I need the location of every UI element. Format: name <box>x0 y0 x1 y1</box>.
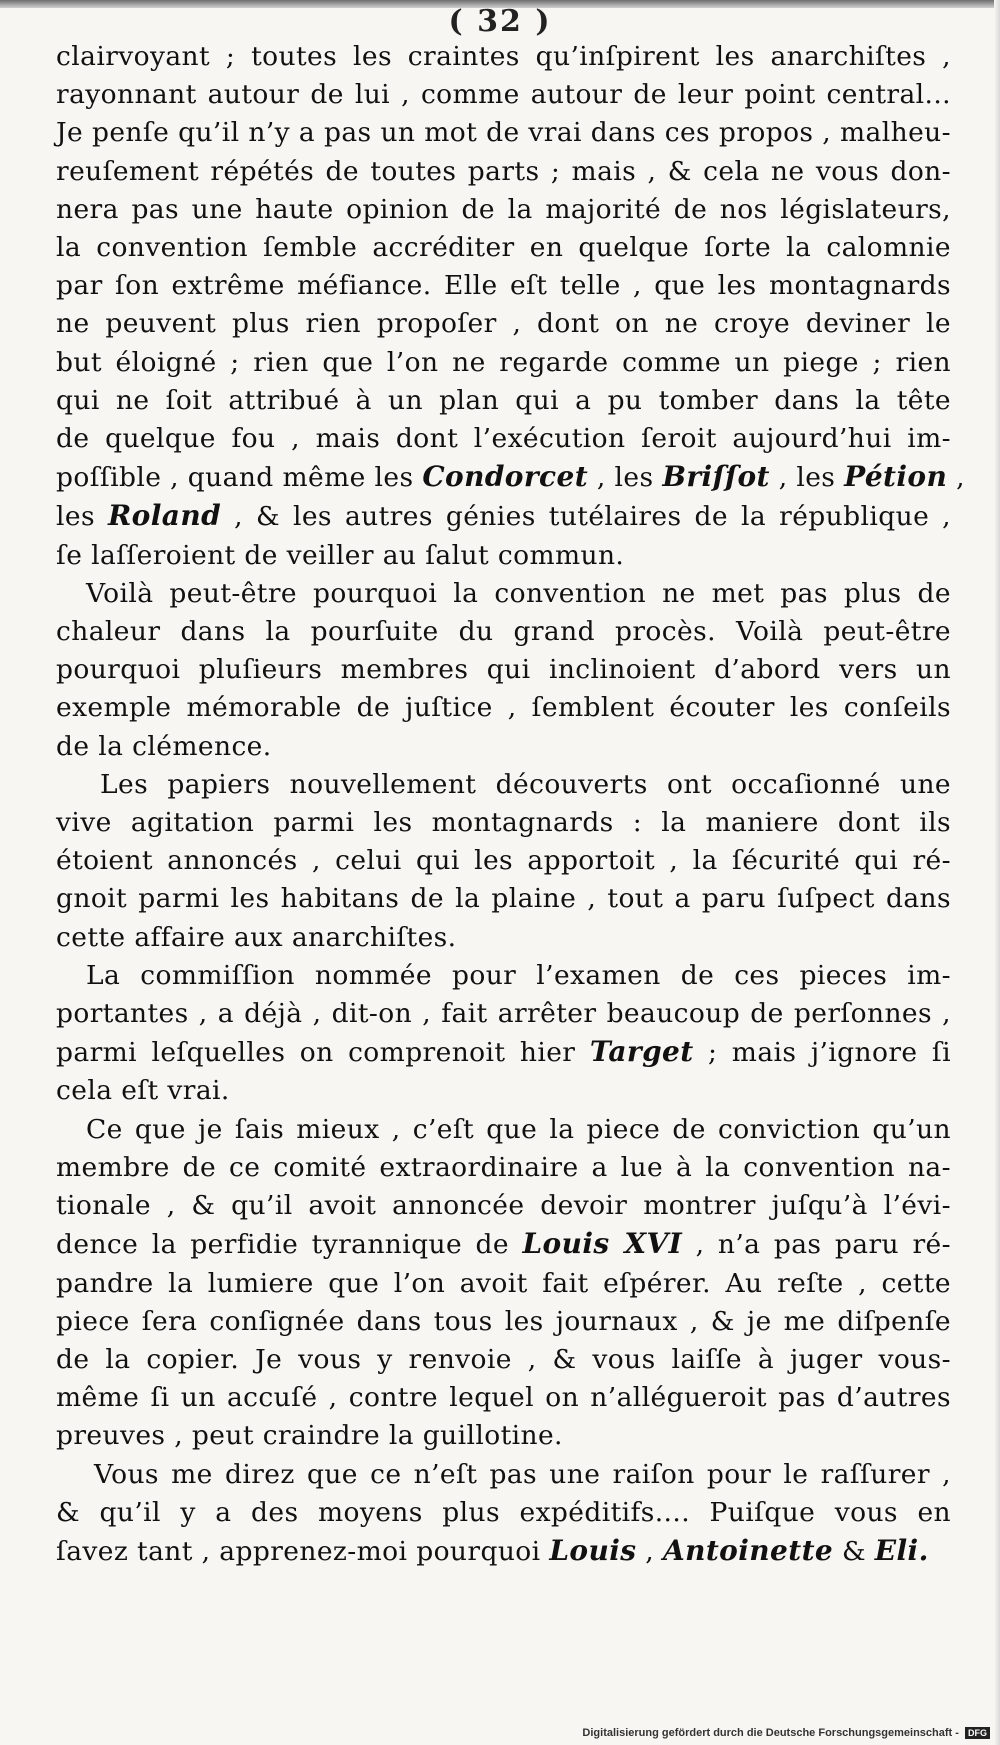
text-line: Voilà peut-être pourquoi la convention ne met pas plus de <box>86 577 951 609</box>
paragraph <box>56 957 951 1111</box>
paragraph <box>56 1456 951 1572</box>
paragraph <box>56 1111 951 1456</box>
text-line: membre de ce comité extraordinaire a lue à la convention na- <box>56 1151 951 1183</box>
digitization-credit <box>0 1727 990 1739</box>
text-line: étoient annoncés , celui qui les apportoit , la ſécurité qui ré- <box>56 845 951 877</box>
text-line: les Roland , & les autres génies tutélaires de la république , <box>56 499 952 533</box>
text-line: portantes , a déjà , dit-on , fait arrêter beaucoup de perſonnes , <box>56 998 951 1030</box>
text-line: vive agitation parmi les montagnards : la maniere dont ils <box>56 807 951 839</box>
text-line: poſſible , quand même les Condorcet , les Briſſot , les Pétion , <box>56 460 965 494</box>
digitization-credit-text: Digitalisierung gefördert durch die Deutsche Forschungsgemeinschaft - <box>582 1726 959 1739</box>
text-line: preuves , peut craindre la guillotine. <box>56 1420 563 1452</box>
italic-proper-name: Pétion <box>844 460 948 494</box>
text-line: dence la perfidie tyrannique de Louis XVI , n’a pas paru ré- <box>56 1227 951 1261</box>
text-line: ſe laſſeroient de veiller au ſalut commun. <box>56 539 625 571</box>
text-line: de la copier. Je vous y renvoie , & vous laiſſe à juger vous- <box>56 1343 951 1375</box>
text-line: Je penſe qu’il n’y a pas un mot de vrai dans ces propos , malheu- <box>56 117 951 149</box>
text-line: chaleur dans la pourſuite du grand procès. Voilà peut-être <box>56 616 951 648</box>
text-line: Les papiers nouvellement découverts ont occaſionné une <box>100 768 951 800</box>
text-line: exemple mémorable de juſtice , ſemblent écouter les conſeils <box>56 692 951 724</box>
paragraph <box>56 575 951 766</box>
italic-proper-name: Louis <box>549 1533 637 1567</box>
page-right-edge <box>994 0 1000 1745</box>
italic-proper-name: Louis XVI <box>522 1227 683 1261</box>
paragraph <box>56 766 951 957</box>
page-number: ( 32 ) <box>448 4 552 39</box>
dfg-logo: DFG <box>965 1727 990 1739</box>
text-line: de la clémence. <box>56 730 272 762</box>
text-line: ſavez tant , apprenez-moi pourquoi Louis , Antoinette & Eli. <box>56 1533 929 1567</box>
text-line: gnoit parmi les habitans de la plaine , tout a paru ſuſpect dans <box>56 883 951 915</box>
italic-proper-name: Target <box>589 1035 694 1069</box>
body-text <box>56 38 965 1571</box>
text-line: piece ſera conſignée dans tous les journaux , & je me diſpenſe <box>56 1305 951 1337</box>
text-line: Ce que je ſais mieux , c’eſt que la piece de conviction qu’un <box>86 1113 951 1145</box>
paragraph <box>56 38 965 575</box>
italic-proper-name: Roland <box>108 499 222 533</box>
text-line: nera pas une haute opinion de la majorité de nos législateurs, <box>56 193 951 225</box>
text-line: ne peuvent plus rien propoſer , dont on ne croye deviner le <box>56 308 951 340</box>
italic-proper-name: Condorcet <box>422 460 589 494</box>
text-line: parmi leſquelles on comprenoit hier Target ; mais j’ignore ſi <box>56 1035 951 1069</box>
text-line: de quelque fou , mais dont l’exécution ſeroit aujourd’hui im- <box>56 423 951 455</box>
italic-proper-name: Eli. <box>874 1533 929 1567</box>
text-line: Vous me direz que ce n’eſt pas une raiſon pour le raſſurer , <box>94 1458 951 1490</box>
text-line: par ſon extrême méfiance. Elle eſt telle , que les montagnards <box>56 270 951 302</box>
text-line: la convention ſemble accréditer en quelque ſorte la calomnie <box>56 232 951 264</box>
text-line: clairvoyant ; toutes les craintes qu’inſpirent les anarchiſtes , <box>56 41 951 72</box>
text-line: reuſement répétés de toutes parts ; mais , & cela ne vous don- <box>56 155 951 187</box>
text-line: qui ne ſoit attribué à un plan qui a pu tomber dans la tête <box>56 384 951 416</box>
text-line: but éloigné ; rien que l’on ne regarde comme un piege ; rien <box>56 346 951 378</box>
text-line: & qu’il y a des moyens plus expéditifs.... Puiſque vous en <box>56 1496 951 1528</box>
text-line: pourquoi pluſieurs membres qui inclinoient d’abord vers un <box>56 654 951 686</box>
text-line: pandre la lumiere que l’on avoit fait eſpérer. Au reſte , cette <box>56 1267 951 1299</box>
text-line: cette affaire aux anarchiſtes. <box>56 921 457 953</box>
text-line: tionale , & qu’il avoit annoncée devoir montrer juſqu’à l’évi- <box>56 1190 951 1222</box>
text-line: même ſi un accuſé , contre lequel on n’allégueroit pas d’autres <box>56 1382 951 1414</box>
text-line: cela eſt vrai. <box>56 1075 230 1107</box>
italic-proper-name: Antoinette <box>662 1533 834 1567</box>
italic-proper-name: Briſſot <box>662 460 770 494</box>
text-line: La commiſſion nommée pour l’examen de ces pieces im- <box>86 959 951 991</box>
text-line: rayonnant autour de lui , comme autour de leur point central... <box>56 79 951 111</box>
